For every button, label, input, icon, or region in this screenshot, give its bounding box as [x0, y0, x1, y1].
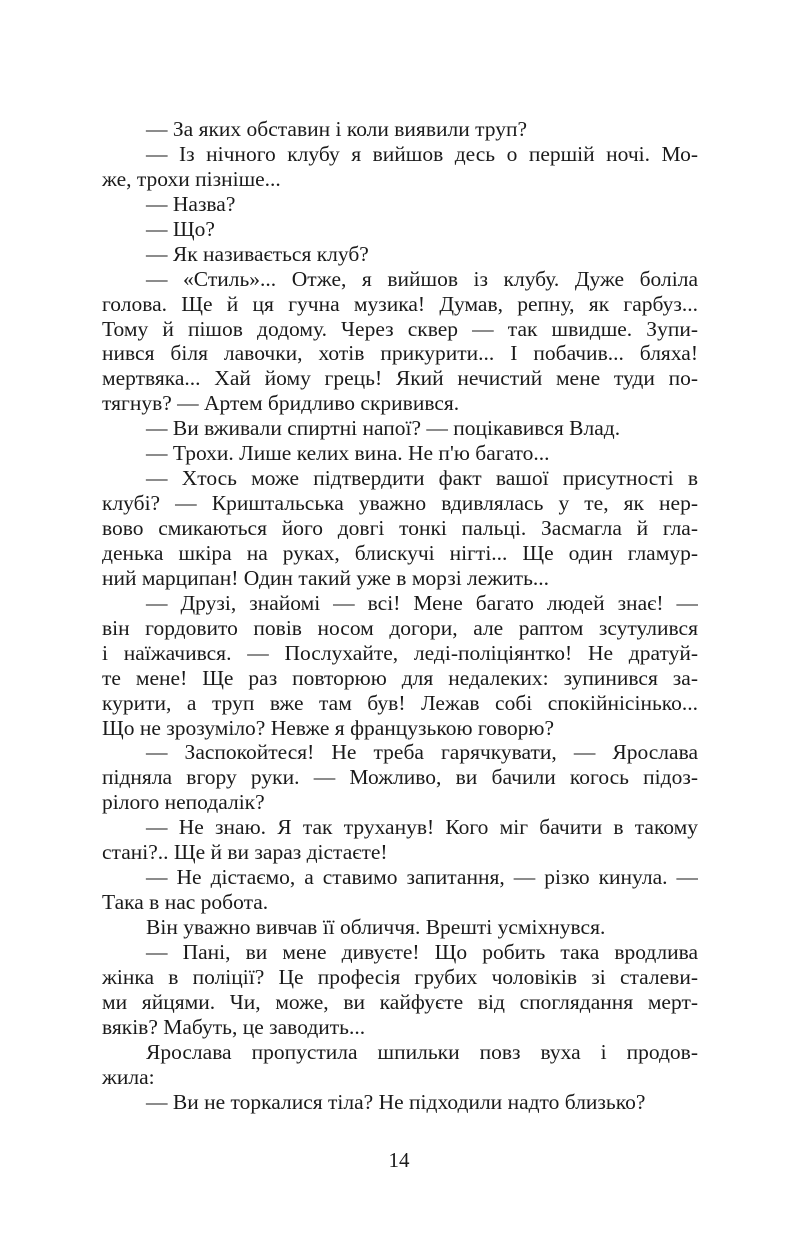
text-line: те мене! Ще раз повторюю для недалеких: зупинився за- [102, 665, 698, 690]
text-line: нився біля лавочки, хотів прикурити... І побачив... бляха! [102, 341, 698, 366]
text-line: — Друзі, знайомі — всі! Мене багато людей знає! — [146, 590, 698, 615]
text-line: стані?.. Ще й ви зараз дістаєте! [102, 840, 388, 865]
text-line: Що не зрозуміло? Невже я французькою говорю? [102, 715, 555, 740]
text-line: — Ви не торкалися тіла? Не підходили надто близько? [146, 1089, 646, 1114]
text-line: Тому й пішов додому. Через сквер — так швидше. Зупи- [102, 316, 698, 341]
text-line: тягнув? — Артем бридливо скривився. [102, 391, 460, 416]
text-line: курити, а труп вже там був! Лежав собі спокійнісінько... [102, 690, 698, 715]
text-line: — «Стиль»... Отже, я вийшов із клубу. Дуже боліла [146, 266, 698, 291]
text-line: — Трохи. Лише келих вина. Не п'ю багато... [146, 441, 550, 466]
text-line: же, трохи пізніше... [102, 166, 281, 191]
text-line: — Як називається клуб? [146, 241, 369, 266]
text-line: і наїжачився. — Послухайте, леді-поліціянтко! Не дратуй- [102, 640, 698, 665]
page-number: 14 [388, 1148, 410, 1172]
text-line: Ярослава пропустила шпильки повз вуха і продов- [146, 1039, 698, 1064]
text-line: — Заспокойтеся! Не треба гарячкувати, — Ярослава [146, 740, 698, 765]
text-line: вово смикаються його довгі тонкі пальці. Засмагла й гла- [102, 516, 698, 540]
text-line: — За яких обставин і коли виявили труп? [146, 117, 528, 141]
text-line: жінка в поліції? Це професія грубих чоловіків зі сталеви- [102, 964, 698, 989]
text-line: Він уважно вивчав її обличчя. Врешті усміхнувся. [146, 915, 606, 939]
text-line: — Не дістаємо, а ставимо запитання, — різко кинула. — [146, 865, 698, 890]
text-line: — Що? [146, 216, 215, 241]
text-line: голова. Ще й ця гучна музика! Думав, репну, як гарбуз... [102, 291, 698, 316]
body-text [102, 117, 698, 1115]
text-line: — Пані, ви мене дивуєте! Що робить така вродлива [146, 939, 698, 964]
text-line: — Хтось може підтвердити факт вашої присутності в [146, 466, 698, 491]
text-line: мертвяка... Хай йому грець! Який нечистий мене туди по- [102, 366, 698, 391]
text-line: ний марципан! Один такий уже в морзі лежить... [102, 565, 549, 590]
text-line: він гордовито повів носом догори, але раптом зсутулився [102, 615, 698, 640]
text-line: клубі? — Криштальська уважно вдивлялась у те, як нер- [102, 491, 698, 516]
text-line: рілого неподалік? [102, 790, 265, 815]
text-line: Така в нас робота. [102, 890, 269, 915]
text-line: — Не знаю. Я так труханув! Кого міг бачити в такому [146, 815, 698, 840]
text-line: — Назва? [146, 191, 236, 216]
text-line: жила: [102, 1064, 155, 1089]
text-line: ми яйцями. Чи, може, ви кайфуєте від споглядання мерт- [102, 989, 698, 1014]
text-line: вяків? Мабуть, це заводить... [102, 1014, 366, 1039]
text-line: підняла вгору руки. — Можливо, ви бачили когось підоз- [102, 765, 698, 790]
text-line: — Ви вживали спиртні напої? — поцікавився Влад. [146, 416, 621, 441]
text-line: денька шкіра на руках, блискучі нігті... Ще один гламур- [102, 540, 698, 565]
text-line: — Із нічного клубу я вийшов десь о першій ночі. Мо- [146, 141, 698, 166]
